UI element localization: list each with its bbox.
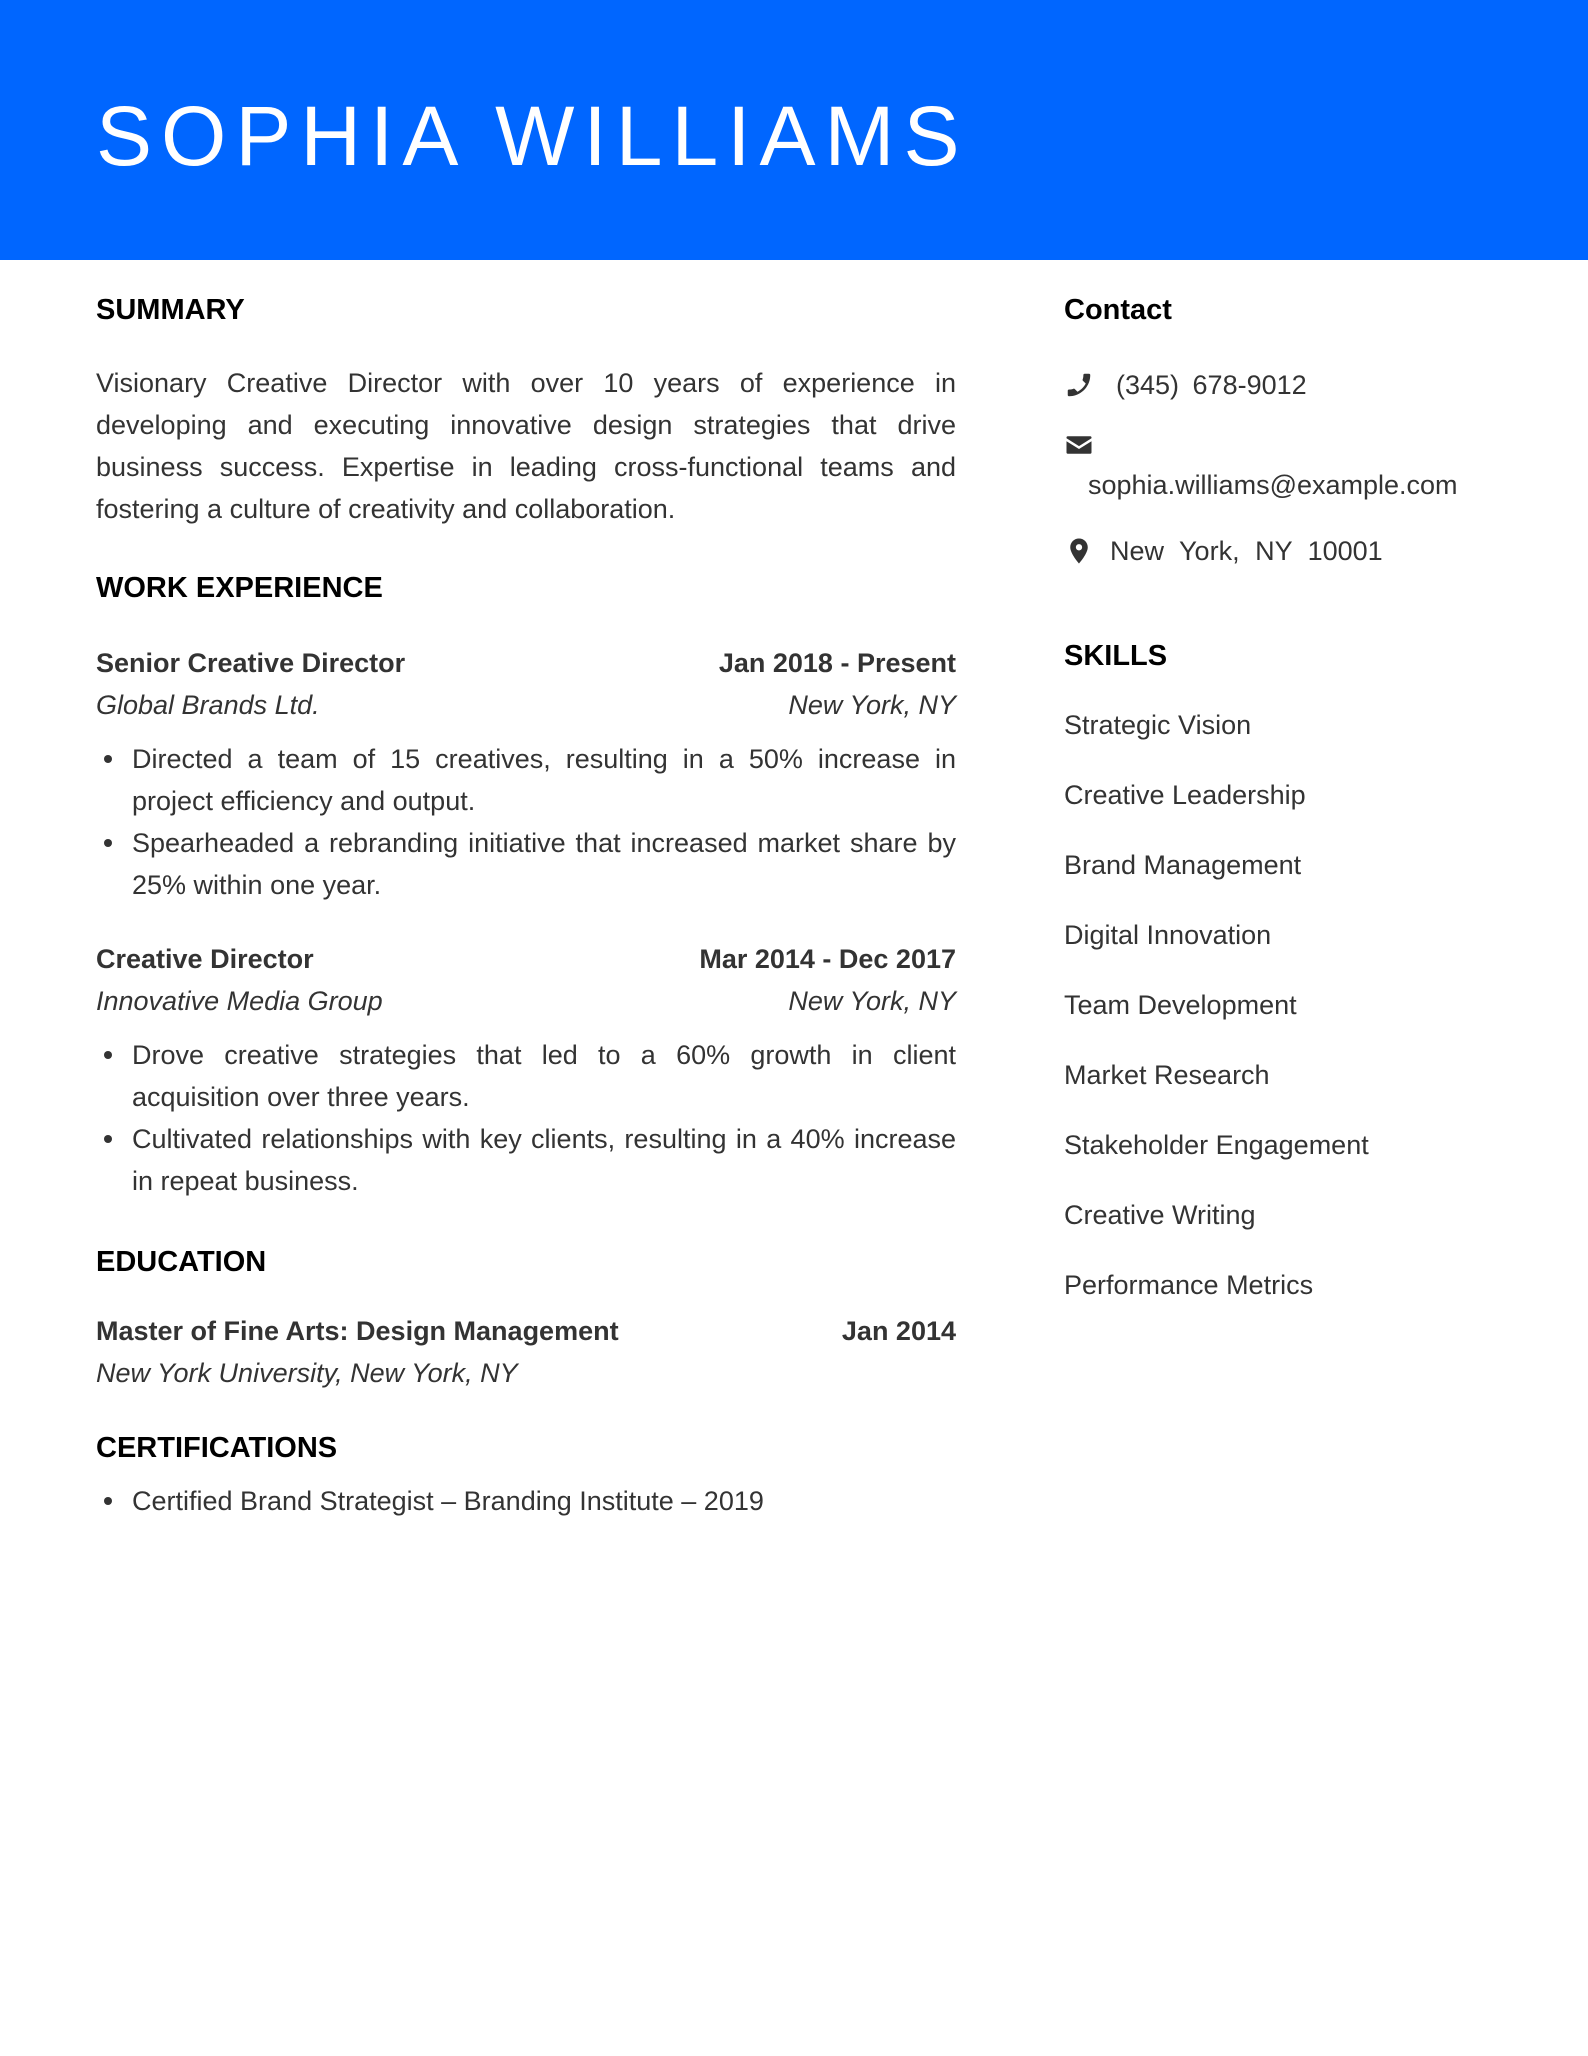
skills-list xyxy=(1064,704,1524,1306)
skill-item: Team Development xyxy=(1064,990,1297,1020)
contact-email xyxy=(1064,430,1524,506)
job-location: New York, NY xyxy=(788,986,956,1016)
certifications-heading: CERTIFICATIONS xyxy=(96,1432,338,1464)
contact-phone-text[interactable]: (345) 678-9012 xyxy=(1116,370,1307,400)
skill-item: Creative Leadership xyxy=(1064,780,1306,810)
contact-heading: Contact xyxy=(1064,294,1172,326)
education-heading: EDUCATION xyxy=(96,1246,267,1278)
bullet-dot-icon xyxy=(104,839,112,847)
job-dates: Jan 2018 - Present xyxy=(718,648,956,678)
job-company: Global Brands Ltd. xyxy=(96,690,320,720)
bullet-dot-icon xyxy=(104,1497,112,1505)
contact-location-text: New York, NY 10001 xyxy=(1110,536,1383,566)
job-bullet: Cultivated relationships with key clients, resulting in a 40% increase in repeat business. xyxy=(96,1118,956,1202)
summary-text: Visionary Creative Director with over 10 years of experience in developing and executing innovative design strategies that drive business success. Expertise in leading cross-functional teams and fostering a culture of creativity and collaboration. xyxy=(96,368,956,524)
phone-icon xyxy=(1064,370,1094,400)
job-bullet: Spearheaded a rebranding initiative that increased market share by 25% within one year. xyxy=(96,822,956,906)
sidebar-column xyxy=(1064,290,1524,1334)
bullet-dot-icon xyxy=(104,1135,112,1143)
envelope-icon xyxy=(1064,430,1094,460)
contact-phone xyxy=(1064,364,1524,406)
certification-item: Certified Brand Strategist – Branding Institute – 2019 xyxy=(96,1480,956,1522)
job-bullet: Drove creative strategies that led to a 60% growth in client acquisition over three years. xyxy=(96,1034,956,1118)
bullet-dot-icon xyxy=(104,755,112,763)
skill-item: Stakeholder Engagement xyxy=(1064,1130,1369,1160)
skill-item: Creative Writing xyxy=(1064,1200,1256,1230)
skills-heading: SKILLS xyxy=(1064,640,1168,672)
candidate-name: SOPHIA WILLIAMS xyxy=(96,89,969,183)
education-school: New York University, New York, NY xyxy=(96,1358,518,1388)
skill-item: Digital Innovation xyxy=(1064,920,1272,950)
education-entry xyxy=(96,1310,956,1394)
summary-heading: SUMMARY xyxy=(96,294,245,326)
map-pin-icon xyxy=(1064,536,1094,566)
contact-email-text[interactable]: sophia.williams@example.com xyxy=(1088,470,1458,500)
bullet-dot-icon xyxy=(104,1051,112,1059)
job-entry xyxy=(96,642,956,906)
job-bullets xyxy=(96,738,956,906)
skill-item: Strategic Vision xyxy=(1064,710,1252,740)
job-bullets xyxy=(96,1034,956,1202)
job-dates: Mar 2014 - Dec 2017 xyxy=(699,944,956,974)
job-entry xyxy=(96,938,956,1202)
work-experience-heading: WORK EXPERIENCE xyxy=(96,572,383,604)
skill-item: Brand Management xyxy=(1064,850,1302,880)
contact-location xyxy=(1064,530,1524,572)
header-banner xyxy=(0,0,1588,260)
certifications-list xyxy=(96,1480,956,1522)
job-bullet: Directed a team of 15 creatives, resulting in a 50% increase in project efficiency and output. xyxy=(96,738,956,822)
job-role: Creative Director xyxy=(96,944,314,974)
job-company: Innovative Media Group xyxy=(96,986,383,1016)
skill-item: Market Research xyxy=(1064,1060,1270,1090)
job-role: Senior Creative Director xyxy=(96,648,406,678)
education-degree: Master of Fine Arts: Design Management xyxy=(96,1316,619,1346)
skill-item: Performance Metrics xyxy=(1064,1270,1314,1300)
education-date: Jan 2014 xyxy=(841,1316,956,1346)
main-column xyxy=(96,290,956,1522)
job-location: New York, NY xyxy=(788,690,956,720)
